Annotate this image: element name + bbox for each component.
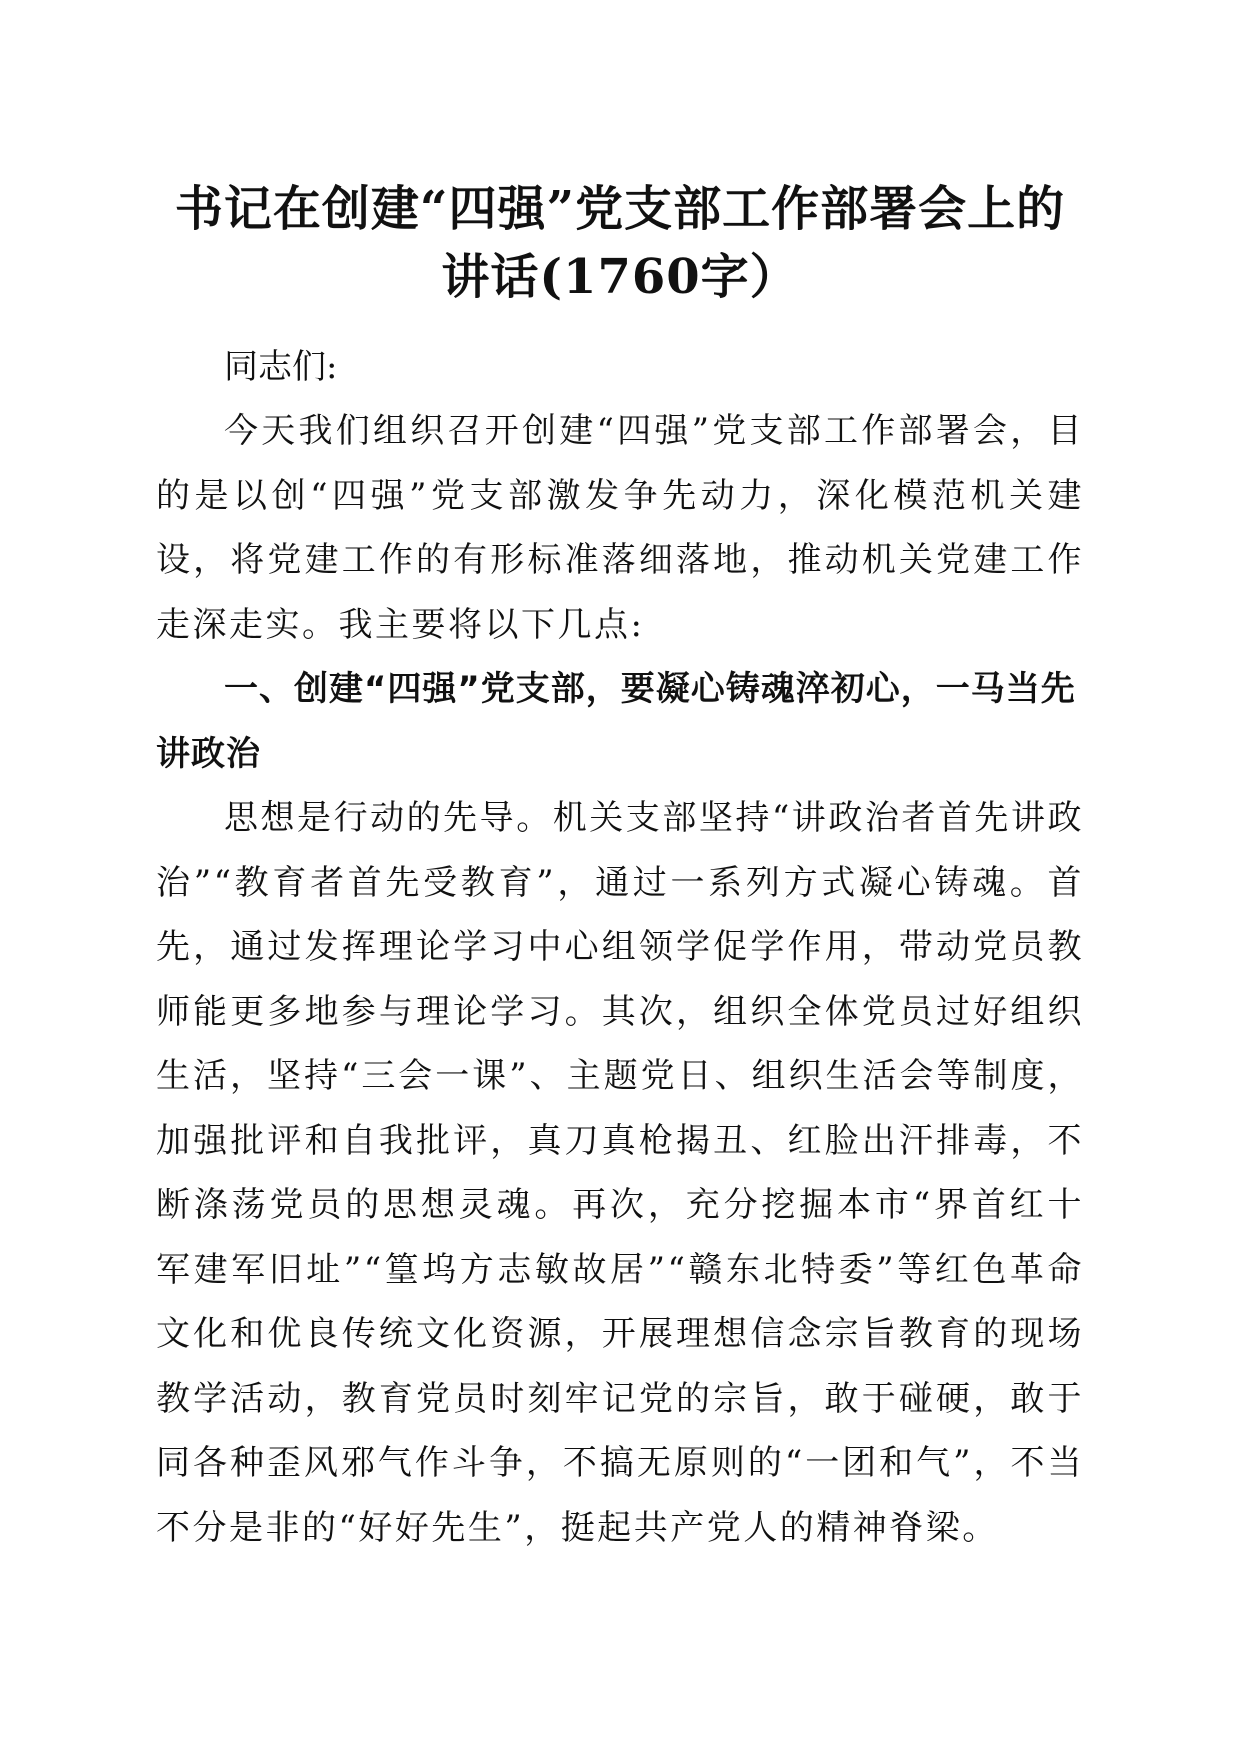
section-heading: 一、创建“四强”党支部，要凝心铸魂淬初心，一马当先讲政治 bbox=[156, 669, 1076, 774]
intro-paragraph: 今天我们组织召开创建“四强”党支部工作部署会，目的是以创“四强”党支部激发争先动力，深化模范机关建设，将党建工作的有形标准落细落地，推动机关党建工作走深走实。我主要将以下几点: bbox=[156, 411, 1084, 645]
document-page bbox=[156, 175, 1084, 1560]
document-title: 书记在创建“四强”党支部工作部署会上的讲话(1760字） bbox=[174, 181, 1066, 305]
body-paragraph: 思想是行动的先导。机关支部坚持“讲政治者首先讲政治”“教育者首先受教育”，通过一系列方式凝心铸魂。首先，通过发挥理论学习中心组领学促学作用，带动党员教师能更多地参与理论学习。其次，组织全体党员过好组织生活，坚持“三会一课”、主题党日、组织生活会等制度，加强批评和自我批评，真刀真枪揭丑、红脸出汗排毒，不断涤荡党员的思想灵魂。再次，充分挖掘本市“界首红十军建军旧址”“篁坞方志敏故居”“赣东北特委”等红色革命文化和优良传统文化资源，开展理想信念宗旨教育的现场教学活动，教育党员时刻牢记党的宗旨，敢于碰硬，敢于同各种歪风邪气作斗争，不搞无原则的“一团和气”，不当不分是非的“好好先生”，挺起共产党人的精神脊梁。 bbox=[156, 798, 1084, 1548]
salutation: 同志们: bbox=[224, 347, 338, 387]
